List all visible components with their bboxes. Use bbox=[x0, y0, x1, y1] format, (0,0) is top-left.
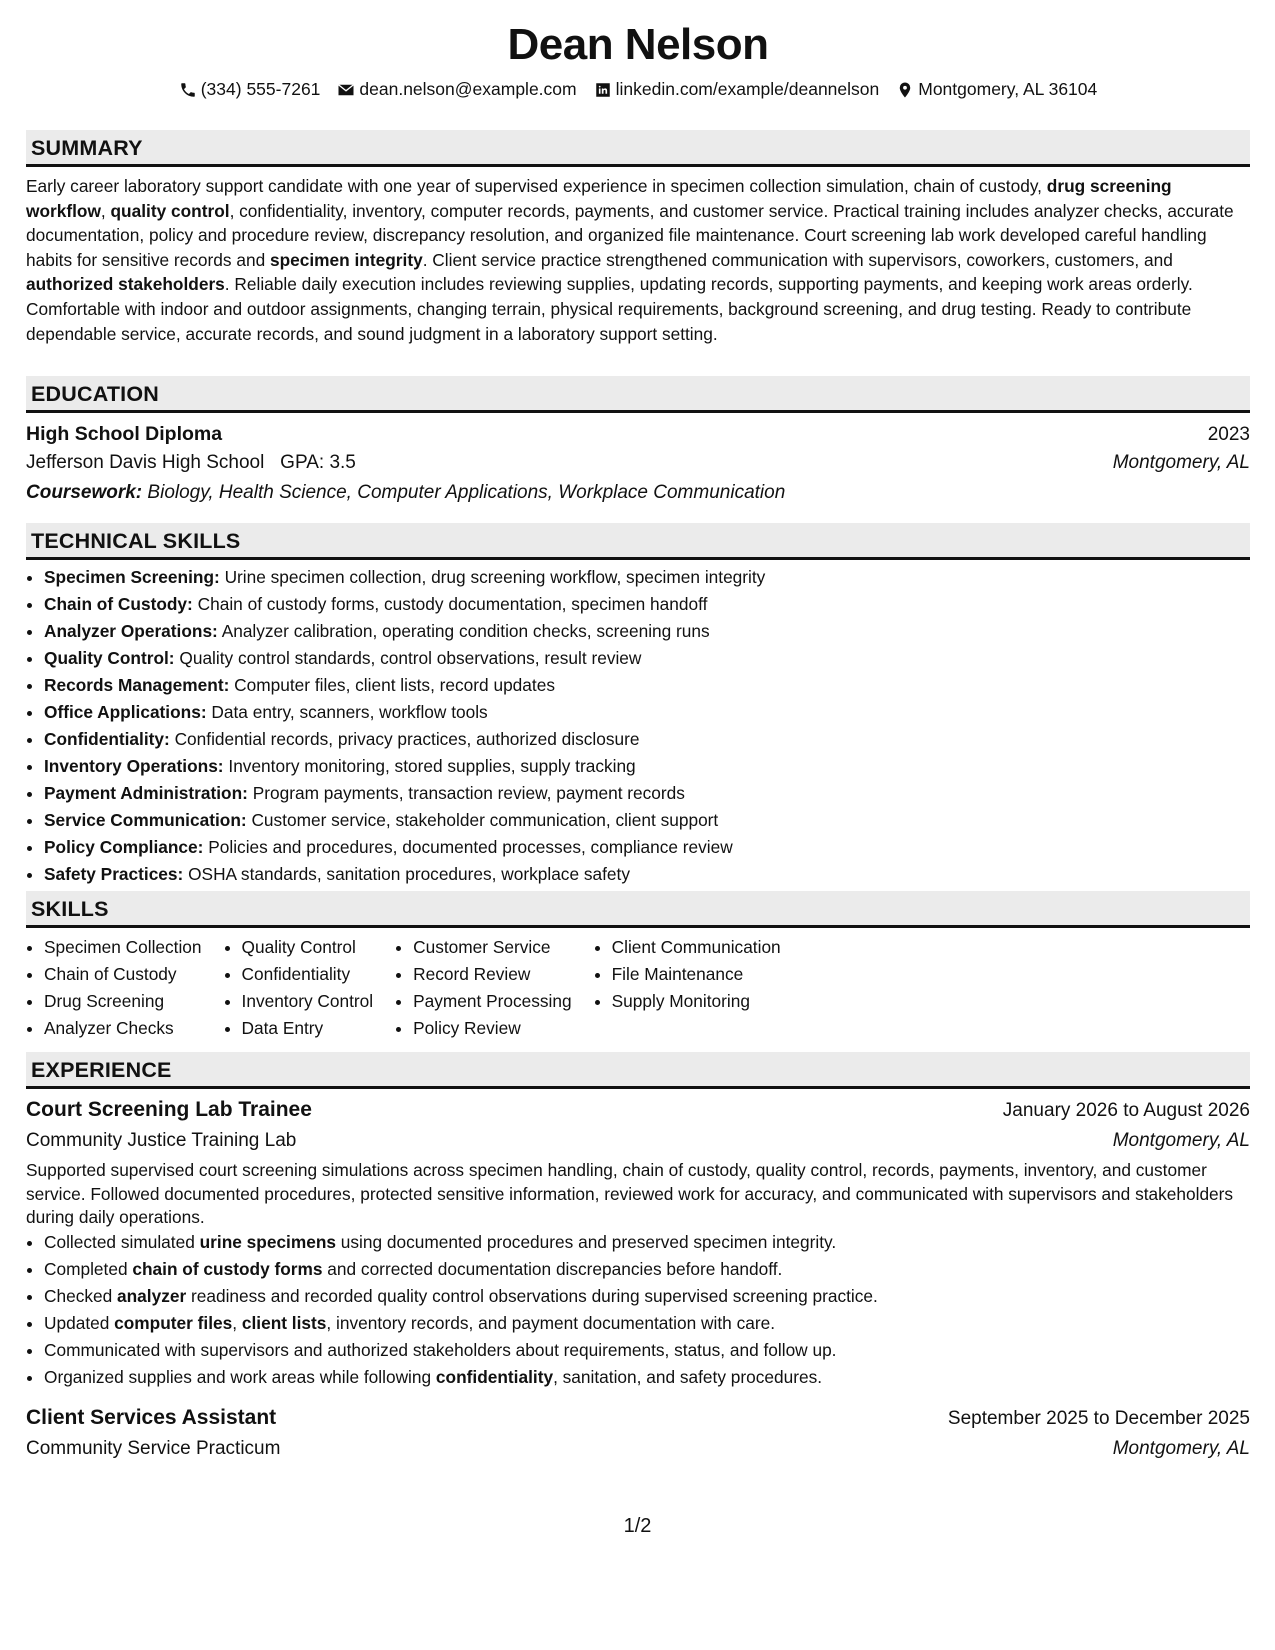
skill-category: Safety Practices: bbox=[44, 864, 184, 884]
job-header bbox=[26, 1095, 1250, 1126]
phone-icon bbox=[179, 81, 197, 99]
school-info bbox=[26, 448, 356, 478]
linkedin-icon bbox=[594, 81, 612, 99]
technical-skill-item bbox=[44, 618, 1250, 645]
job-bullet bbox=[44, 1337, 1250, 1364]
technical-skill-item bbox=[44, 699, 1250, 726]
job-org-row bbox=[26, 1434, 1250, 1464]
summary-section bbox=[26, 130, 1250, 346]
bullet-keyword: urine specimens bbox=[199, 1231, 336, 1252]
skill-details: Policies and procedures, documented processes, compliance review bbox=[208, 837, 733, 857]
skill-category: Policy Compliance: bbox=[44, 837, 204, 857]
school-name: Jefferson Davis High School bbox=[26, 452, 265, 473]
bullet-text: Organized supplies and work areas while following bbox=[44, 1366, 436, 1387]
skill-item: • Data Entry bbox=[242, 1015, 374, 1042]
summary-text bbox=[26, 174, 1250, 346]
skill-category: Specimen Screening: bbox=[44, 567, 220, 587]
technical-skill-item bbox=[44, 834, 1250, 861]
email-link[interactable]: dean.nelson@example.com bbox=[359, 79, 577, 99]
bullet-text: Communicated with supervisors and authorized stakeholders about requirements, status, and follow up. bbox=[44, 1339, 837, 1360]
job-dates: September 2025 to December 2025 bbox=[947, 1407, 1250, 1429]
section-heading: EXPERIENCE bbox=[26, 1052, 1250, 1089]
skill-category: Quality Control: bbox=[44, 648, 175, 668]
skills-section bbox=[26, 891, 1250, 1042]
technical-skill-item bbox=[44, 564, 1250, 591]
bullet-text: readiness and recorded quality control observations during supervised screening practice. bbox=[186, 1285, 878, 1306]
bullet-text: , bbox=[232, 1312, 242, 1333]
job-bullet bbox=[44, 1364, 1250, 1391]
skill-category: Office Applications: bbox=[44, 702, 207, 722]
skill-details: Analyzer calibration, operating condition checks, screening runs bbox=[221, 621, 710, 641]
summary-part: , confidentiality, inventory, computer records, payments, and customer service. Practical training includes analyzer checks, accurate documentation, policy and procedure review, discrepancy resolution, and organized file maintenance. Court screening lab work developed careful handling habits for sensitive records and bbox=[26, 200, 1234, 270]
skill-item: • Record Review bbox=[413, 961, 572, 988]
skill-details: Computer files, client lists, record updates bbox=[234, 675, 555, 695]
job-summary: Supported supervised court screening simulations across specimen handling, chain of custody, quality control, records, payments, inventory, and customer service. Followed documented procedures, protected sensitive information, reviewed work for accuracy, and communicated with supervisors and stakeholders during daily operations. bbox=[26, 1160, 1234, 1227]
bullet-text: Completed bbox=[44, 1258, 133, 1279]
skill-details: Customer service, stakeholder communication, client support bbox=[251, 810, 719, 830]
coursework-list: Biology, Health Science, Computer Applications, Workplace Communication bbox=[147, 482, 786, 503]
degree: High School Diploma bbox=[26, 423, 223, 445]
summary-part: , bbox=[100, 200, 111, 221]
skill-category: Confidentiality: bbox=[44, 729, 170, 749]
graduation-year: 2023 bbox=[1207, 424, 1250, 445]
contact-linkedin[interactable] bbox=[594, 79, 880, 100]
coursework bbox=[26, 478, 1250, 508]
education-section bbox=[26, 376, 1250, 508]
job-title: Client Services Assistant bbox=[26, 1405, 277, 1429]
skill-item: • Client Communication bbox=[612, 934, 781, 961]
job-bullet bbox=[44, 1229, 1250, 1256]
technical-skill-item bbox=[44, 753, 1250, 780]
summary-keyword: quality control bbox=[110, 200, 230, 221]
contact-bar bbox=[26, 79, 1250, 100]
section-heading: SUMMARY bbox=[26, 130, 1250, 167]
section-heading: SKILLS bbox=[26, 891, 1250, 928]
school-row bbox=[26, 448, 1250, 478]
summary-part: . Client service practice strengthened communication with supervisors, coworkers, customers, and bbox=[422, 249, 1173, 270]
skill-item: • Drug Screening bbox=[44, 988, 202, 1015]
section-heading: EDUCATION bbox=[26, 376, 1250, 413]
technical-skill-item bbox=[44, 591, 1250, 618]
summary-keyword: drug screening workflow bbox=[26, 176, 1172, 221]
skill-item: • Payment Processing bbox=[413, 988, 572, 1015]
skills-column bbox=[224, 934, 374, 1042]
bullet-keyword: client lists bbox=[241, 1312, 327, 1333]
technical-skill-item bbox=[44, 645, 1250, 672]
skill-details: Quality control standards, control observations, result review bbox=[179, 648, 642, 668]
job-org-row bbox=[26, 1126, 1250, 1156]
technical-skill-item bbox=[44, 861, 1250, 888]
phone-text: (334) 555-7261 bbox=[200, 79, 321, 99]
technical-skill-item bbox=[44, 726, 1250, 753]
coursework-label: Coursework: bbox=[26, 482, 143, 503]
bullet-text: Checked bbox=[44, 1285, 118, 1306]
skill-item: • Customer Service bbox=[413, 934, 572, 961]
technical-skill-item bbox=[44, 807, 1250, 834]
bullet-keyword: analyzer bbox=[117, 1285, 187, 1306]
job-location: Montgomery, AL bbox=[1112, 1130, 1250, 1151]
skills-column bbox=[395, 934, 572, 1042]
skill-category: Service Communication: bbox=[44, 810, 247, 830]
map-pin-icon bbox=[896, 81, 914, 99]
contact-email[interactable] bbox=[337, 79, 576, 100]
bullet-text: , inventory records, and payment documentation with care. bbox=[326, 1312, 775, 1333]
job-bullet bbox=[44, 1283, 1250, 1310]
job-title: Court Screening Lab Trainee bbox=[26, 1098, 312, 1121]
location-text: Montgomery, AL 36104 bbox=[918, 79, 1098, 99]
bullet-text: and corrected documentation discrepancies before handoff. bbox=[322, 1258, 783, 1279]
skill-category: Records Management: bbox=[44, 675, 230, 695]
skill-details: Chain of custody forms, custody documentation, specimen handoff bbox=[197, 594, 708, 614]
envelope-icon bbox=[337, 81, 355, 99]
summary-part: . Reliable daily execution includes reviewing supplies, updating records, supporting payments, and keeping work areas orderly. Comfortable with indoor and outdoor assignments, changing terrain, physical requirements, background screening, and drug testing. Ready to contribute dependable service, accurate records, and sound judgment in a laboratory support setting. bbox=[26, 274, 1193, 344]
job-entry bbox=[26, 1095, 1250, 1391]
skill-details: Data entry, scanners, workflow tools bbox=[211, 702, 488, 722]
technical-skill-item bbox=[44, 780, 1250, 807]
skill-category: Inventory Operations: bbox=[44, 756, 224, 776]
technical-skills-list bbox=[26, 564, 1250, 888]
job-org: Community Service Practicum bbox=[26, 1437, 281, 1459]
linkedin-link[interactable]: linkedin.com/example/deannelson bbox=[615, 79, 880, 99]
bullet-keyword: confidentiality bbox=[435, 1366, 554, 1387]
summary-keyword: authorized stakeholders bbox=[26, 274, 225, 295]
skill-item: • Inventory Control bbox=[242, 988, 374, 1015]
job-dates: January 2026 to August 2026 bbox=[1002, 1100, 1250, 1121]
skill-category: Chain of Custody: bbox=[44, 594, 193, 614]
technical-skill-item bbox=[44, 672, 1250, 699]
bullet-keyword: chain of custody forms bbox=[132, 1258, 323, 1279]
skill-item: • Quality Control bbox=[242, 934, 374, 961]
school-location: Montgomery, AL bbox=[1112, 452, 1250, 473]
skill-item: • Supply Monitoring bbox=[612, 988, 781, 1015]
job-org: Community Justice Training Lab bbox=[26, 1130, 297, 1151]
job-bullet bbox=[44, 1256, 1250, 1283]
skill-item: • Confidentiality bbox=[242, 961, 374, 988]
skill-category: Analyzer Operations: bbox=[44, 621, 218, 641]
job-header bbox=[26, 1403, 1250, 1434]
skill-details: Program payments, transaction review, payment records bbox=[252, 783, 685, 803]
contact-location bbox=[896, 79, 1097, 100]
technical-skills-section bbox=[26, 523, 1250, 888]
bullet-keyword: computer files bbox=[114, 1312, 233, 1333]
contact-phone bbox=[179, 79, 321, 100]
bullet-text: using documented procedures and preserved specimen integrity. bbox=[336, 1231, 837, 1252]
job-location: Montgomery, AL bbox=[1112, 1437, 1250, 1459]
bullet-text: , sanitation, and safety procedures. bbox=[553, 1366, 823, 1387]
skills-column bbox=[594, 934, 781, 1042]
skill-details: Urine specimen collection, drug screening workflow, specimen integrity bbox=[224, 567, 766, 587]
skills-column bbox=[26, 934, 202, 1042]
job-entry bbox=[26, 1403, 1250, 1464]
gpa: GPA: 3.5 bbox=[280, 452, 356, 473]
bullet-text: Updated bbox=[44, 1312, 115, 1333]
education-row bbox=[26, 421, 1250, 448]
page-number: 1/2 bbox=[623, 1515, 652, 1537]
skill-item: • File Maintenance bbox=[612, 961, 781, 988]
skill-category: Payment Administration: bbox=[44, 783, 248, 803]
job-bullets bbox=[26, 1229, 1250, 1391]
summary-part: Early career laboratory support candidate with one year of supervised experience in specimen collection simulation, chain of custody, bbox=[26, 176, 1047, 196]
experience-section bbox=[26, 1052, 1250, 1464]
skill-item: • Policy Review bbox=[413, 1015, 572, 1042]
skill-details: Confidential records, privacy practices, authorized disclosure bbox=[174, 729, 640, 749]
skills-grid bbox=[26, 934, 1250, 1042]
section-heading: TECHNICAL SKILLS bbox=[26, 523, 1250, 560]
skill-details: Inventory monitoring, stored supplies, supply tracking bbox=[228, 756, 636, 776]
bullet-text: Collected simulated bbox=[44, 1231, 200, 1252]
skill-details: OSHA standards, sanitation procedures, workplace safety bbox=[188, 864, 630, 884]
skill-item: • Specimen Collection bbox=[44, 934, 202, 961]
summary-keyword: specimen integrity bbox=[269, 249, 423, 270]
job-bullet bbox=[44, 1310, 1250, 1337]
candidate-name: Dean Nelson bbox=[507, 20, 769, 69]
skill-item: • Analyzer Checks bbox=[44, 1015, 202, 1042]
skill-item: • Chain of Custody bbox=[44, 961, 202, 988]
